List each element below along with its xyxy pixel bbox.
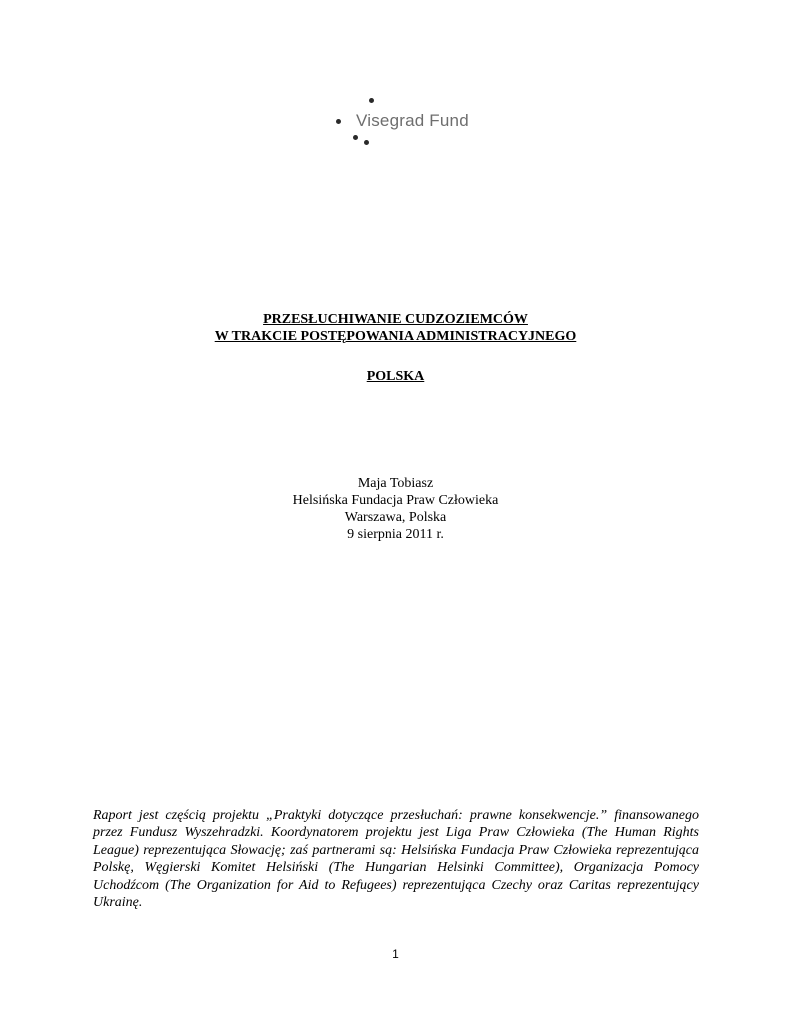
author-name: Maja Tobiasz [357,476,434,491]
document-country: POLSKA [366,369,425,384]
author-location: Warszawa, Polska [344,510,447,525]
logo-dot-icon [364,140,369,145]
visegrad-fund-logo [330,94,470,150]
document-title-line-1: PRZESŁUCHIWANIE CUDZOZIEMCÓW [263,312,528,327]
project-footnote: Raport jest częścią projektu „Praktyki dotyczące przesłuchań: prawne konsekwencje.” finansowanego przez Fundusz Wyszehradzki. Koordynatorem projektu jest Liga Praw Człowieka (The Human Rights League) reprezentująca Słowację; zaś partnerami są: Helsińska Fundacja Praw Człowieka reprezentująca Polskę, Węgierski Komitet Helsiński (The Hungarian Helsinki Committee), Organizacja Pomocy Uchodźcom (The Organization for Aid to Refugees) reprezentująca Czechy oraz Caritas reprezentujący Ukrainę. [93,808,699,911]
page-number: 1 [392,947,399,961]
logo-dot-icon [336,119,341,124]
author-block [0,475,791,543]
document-title-line-2: W TRAKCIE POSTĘPOWANIA ADMINISTRACYJNEGO [214,329,577,344]
logo-dot-icon [369,98,374,103]
author-organization: Helsińska Fundacja Praw Człowieka [292,493,499,508]
document-date: 9 sierpnia 2011 r. [347,527,444,542]
logo-dot-icon [353,135,358,140]
logo-text: Visegrad Fund [356,111,469,130]
